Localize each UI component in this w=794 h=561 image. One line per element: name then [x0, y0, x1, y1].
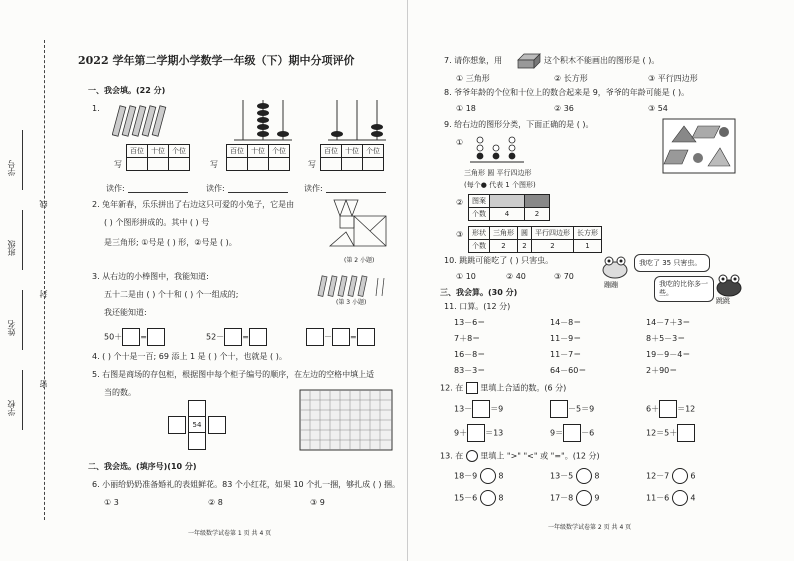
question-2: 是三角形; ①号是 ( ) 形，②号是 ( )。	[104, 238, 237, 247]
answer-circle[interactable]	[576, 490, 592, 506]
blank-line	[22, 290, 23, 350]
blank-line	[22, 130, 23, 190]
sidebar-name: 姓名	[7, 320, 16, 336]
section-heading: 一、我会填。(22 分)	[88, 86, 166, 95]
page-footer: 一年级数学试卷第 2 页 共 4 页	[548, 524, 632, 531]
question-3: 3. 从右边的小棒图中，我能知道:	[92, 272, 209, 281]
answer-box[interactable]	[472, 400, 490, 418]
classification-table: 形状 三角形 圆 平行四边形 长方形 个数 2 2 2 1	[468, 226, 602, 253]
frog-icon	[600, 254, 630, 280]
option-2[interactable]: ② 长方形	[554, 74, 588, 83]
answer-circle[interactable]	[672, 468, 688, 484]
comparison: 15－6 8	[454, 490, 503, 506]
answer-box[interactable]	[357, 328, 375, 346]
question-13: 13. 在 里填上 ">" "<" 或 "="。(12 分)	[440, 451, 600, 461]
answer-box[interactable]	[467, 424, 485, 442]
answer-line[interactable]	[128, 192, 188, 193]
question-5: 当的数。	[104, 388, 136, 397]
answer-circle[interactable]	[576, 468, 592, 484]
read-label: 读作:	[304, 184, 323, 193]
question-6: 6. 小丽给奶奶准备婚礼的表姐鲜花。83 个小红花，如果 10 个扎一捆，够扎成 ( ) 捆。	[92, 480, 401, 489]
equation: 9＋ ＝13	[454, 424, 503, 442]
write-label: 写	[308, 160, 316, 169]
right-page	[407, 0, 794, 561]
oral-problem: 13－6＝	[454, 318, 486, 327]
circle-symbol	[466, 450, 478, 462]
question-11: 11. 口算。(12 分)	[444, 302, 511, 311]
option-mark[interactable]: ②	[456, 198, 464, 207]
frog-name: 跳跳	[716, 297, 730, 305]
answer-circle[interactable]	[480, 468, 496, 484]
answer-box[interactable]	[122, 328, 140, 346]
equation: 6＋ ＝12	[646, 400, 695, 418]
seal-mark: 密	[39, 380, 48, 388]
abacus-image	[228, 96, 298, 142]
page-footer: 一年级数学试卷第 1 页 共 4 页	[188, 530, 272, 537]
answer-box[interactable]	[659, 400, 677, 418]
comparison: 12－7 6	[646, 468, 695, 484]
oral-problem: 64－60＝	[550, 366, 587, 375]
page-title: 2022 学年第二学期小学数学一年级（下）期中分项评价	[78, 54, 355, 67]
oral-problem: 16－8＝	[454, 350, 486, 359]
equation: 52－ =	[206, 328, 267, 346]
option-1[interactable]: ① 18	[456, 104, 476, 113]
option-mark[interactable]: ①	[456, 138, 464, 147]
comparison: 17－8 9	[550, 490, 599, 506]
answer-line[interactable]	[228, 192, 288, 193]
place-value-table: 百位 十位 个位	[320, 144, 384, 171]
question-number: 1.	[92, 104, 100, 113]
comparison: 18－9 8	[454, 468, 503, 484]
option-2[interactable]: ② 8	[208, 498, 223, 507]
prism-block-image	[516, 52, 542, 70]
legend-text: 三角形 圆 平行四边形	[464, 169, 532, 177]
question-5: 5. 右图是商场的存包柜，根据图中每个柜子编号的顺序，在左边的空格中填上适	[92, 370, 375, 379]
frog-icon	[714, 272, 744, 298]
question-12: 12. 在 里填上合适的数。(6 分)	[440, 383, 567, 393]
number-cross	[168, 400, 234, 450]
abacus-image	[322, 96, 392, 142]
given-number: 54	[188, 416, 206, 434]
oral-problem: 11－9＝	[550, 334, 582, 343]
write-label: 写	[114, 160, 122, 169]
seal-mark: 线	[39, 200, 48, 208]
equation: 50＋ =	[104, 328, 165, 346]
option-1[interactable]: ① 三角形	[456, 74, 490, 83]
sidebar-school: 学校	[7, 400, 16, 416]
option-1[interactable]: ① 3	[104, 498, 119, 507]
tangram-rabbit-image	[326, 196, 398, 254]
oral-problem: 14－7＋3＝	[646, 318, 691, 327]
locker-grid-image	[298, 388, 394, 452]
frog-name: 蹦蹦	[604, 281, 618, 289]
option-mark[interactable]: ③	[456, 230, 464, 239]
equation: 9＝ －6	[550, 424, 594, 442]
seal-line	[44, 40, 45, 520]
oral-problem: 7＋8＝	[454, 334, 481, 343]
option-3[interactable]: ③ 平行四边形	[648, 74, 698, 83]
speech-bubble: 我吃了 35 只害虫。	[634, 254, 710, 272]
question-4: 4. ( ) 个十是一百; 69 添上 1 是 ( ) 个十，也就是 ( )。	[92, 352, 287, 361]
legend-text: (每个● 代表 1 个图形)	[464, 181, 536, 189]
classification-table: 图案 个数 4 2	[468, 194, 550, 221]
figure-caption: (第 3 小题)	[336, 299, 367, 306]
option-1[interactable]: ① 10	[456, 272, 476, 281]
blank-line	[22, 210, 23, 270]
answer-box[interactable]	[563, 424, 581, 442]
answer-circle[interactable]	[480, 490, 496, 506]
dot-chart-image	[468, 134, 528, 168]
oral-problem: 14－8＝	[550, 318, 582, 327]
question-8: 8. 爷爷年龄的个位和十位上的数合起来是 9，爷爷的年龄可能是 ( )。	[444, 88, 690, 97]
comparison: 11－6 4	[646, 490, 695, 506]
question-7: 7. 请你想象，用	[444, 56, 503, 65]
answer-box[interactable]	[224, 328, 242, 346]
place-value-table: 百位 十位 个位	[226, 144, 290, 171]
sidebar-number: 学号	[7, 160, 16, 176]
answer-box[interactable]	[677, 424, 695, 442]
speech-bubble: 我吃的比你多一些。	[654, 276, 714, 302]
question-9: 9. 给右边的图形分类，下面正确的是 ( )。	[444, 120, 594, 129]
oral-problem: 19－9－4＝	[646, 350, 691, 359]
answer-box[interactable]	[168, 416, 186, 434]
option-3[interactable]: ③ 9	[310, 498, 325, 507]
option-2[interactable]: ② 40	[506, 272, 526, 281]
question-2: ( ) 个图形拼成的。其中 ( ) 号	[104, 218, 210, 227]
shapes-group-image	[662, 118, 736, 174]
option-3[interactable]: ③ 54	[648, 104, 668, 113]
comparison: 13－5 8	[550, 468, 599, 484]
sidebar-class: 班级	[7, 240, 16, 256]
option-3[interactable]: ③ 70	[554, 272, 574, 281]
equation: 13－ ＝9	[454, 400, 503, 418]
oral-problem: 11－7＝	[550, 350, 582, 359]
equation: 12＝5＋	[646, 424, 695, 442]
read-label: 读作:	[106, 184, 125, 193]
answer-box[interactable]	[332, 328, 350, 346]
equation: －5＝9	[550, 400, 594, 418]
answer-box[interactable]	[306, 328, 324, 346]
figure-caption: (第 2 小题)	[344, 257, 375, 264]
answer-box[interactable]	[188, 432, 206, 450]
read-label: 读作:	[206, 184, 225, 193]
answer-box[interactable]	[208, 416, 226, 434]
question-10: 10. 跳跳可能吃了 ( ) 只害虫。	[444, 256, 554, 265]
question-3: 我还能知道:	[104, 308, 147, 317]
equation: － =	[306, 328, 375, 346]
place-value-table: 百位 十位 个位	[126, 144, 190, 171]
stick-bundles-image	[316, 274, 400, 300]
question-3: 五十二是由 ( ) 个十和 ( ) 个一组成的;	[104, 290, 239, 299]
seal-mark: 封	[39, 290, 48, 298]
answer-box[interactable]	[550, 400, 568, 418]
option-2[interactable]: ② 36	[554, 104, 574, 113]
answer-box[interactable]	[249, 328, 267, 346]
blank-line	[22, 370, 23, 430]
stick-bundles-image	[112, 102, 172, 142]
question-7: 这个积木不能画出的图形是 ( )。	[544, 56, 660, 65]
oral-problem: 83－3＝	[454, 366, 486, 375]
answer-line[interactable]	[326, 192, 386, 193]
section-heading: 三、我会算。(30 分)	[440, 288, 518, 297]
box-symbol	[466, 382, 478, 394]
oral-problem: 8＋5－3＝	[646, 334, 686, 343]
question-2: 2. 兔年新春，乐乐拼出了右边这只可爱的小兔子，它是由	[92, 200, 295, 209]
write-label: 写	[210, 160, 218, 169]
oral-problem: 2＋90＝	[646, 366, 678, 375]
answer-circle[interactable]	[672, 490, 688, 506]
section-heading: 二、我会选。(填序号)(10 分)	[88, 462, 197, 471]
answer-box[interactable]	[147, 328, 165, 346]
